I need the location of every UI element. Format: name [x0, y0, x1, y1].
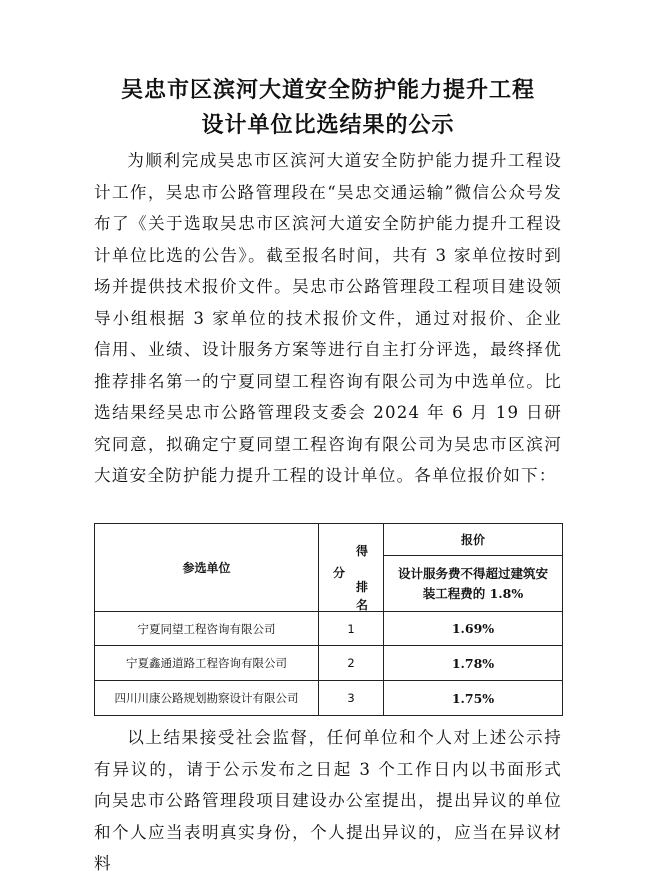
unit-name: 宁夏鑫通道路工程咨询有限公司: [95, 646, 319, 681]
unit-name: 四川川康公路规划勘察设计有限公司: [95, 681, 319, 716]
quote-note-cell: [384, 556, 563, 612]
table-row: [95, 646, 563, 681]
header-participating-unit: 参选单位: [95, 524, 319, 612]
table-row: [95, 681, 563, 716]
bid-results-table: [94, 523, 563, 716]
quote-value: 1.75%: [384, 681, 563, 716]
unit-name: 宁夏同望工程咨询有限公司: [95, 612, 319, 646]
document-title-line-2: 设计单位比选结果的公示: [201, 113, 455, 138]
rank-value: 3: [319, 681, 384, 716]
notice-paragraph: 以上结果接受社会监督，任何单位和个人对上述公示持有异议的，请于公示发布之日起 3 个工作日内以书面形式向吴忠市公路管理段项目建设办公室提出，提出异议的单位和个人应当表明真实身份，个人提出异议的，应当在异议材料: [94, 728, 562, 873]
rank-value: 1: [319, 612, 384, 646]
quote-note: 设计服务费不得超过建筑安装工程费的 1.8%: [398, 565, 549, 601]
quote-value: 1.69%: [384, 612, 563, 646]
table-row: [95, 612, 563, 646]
quote-value: 1.78%: [384, 646, 563, 681]
intro-paragraph: 为顺利完成吴忠市区滨河大道安全防护能力提升工程设计工作，吴忠市公路管理段在“吴忠交通运输”微信公众号发布了《关于选取吴忠市区滨河大道安全防护能力提升工程设计单位比选的公告》。截至报名时间，共有 3 家单位按时到场并提供技术报价文件。吴忠市公路管理段工程项目建设领导小组根据 3 家单位的技术报价文件，通过对报价、企业信用、业绩、设计服务方案等进行自主打分评选，最终择优推荐排名第一的宁夏同望工程咨询有限公司为中选单位。比选结果经吴忠市公路管理段支委会 2024 年 6 月 19 日研究同意，拟确定宁夏同望工程咨询有限公司为吴忠市区滨河大道安全防护能力提升工程的设计单位。各单位报价如下：: [94, 151, 562, 485]
header-rank-vertical: 得 排 名: [355, 544, 368, 612]
document-title-line-1: 吴忠市区滨河大道安全防护能力提升工程: [120, 78, 535, 103]
header-score: 分: [333, 566, 346, 580]
rank-value: 2: [319, 646, 384, 681]
header-score-rank: [319, 524, 384, 612]
header-quote: 报价: [384, 524, 563, 556]
